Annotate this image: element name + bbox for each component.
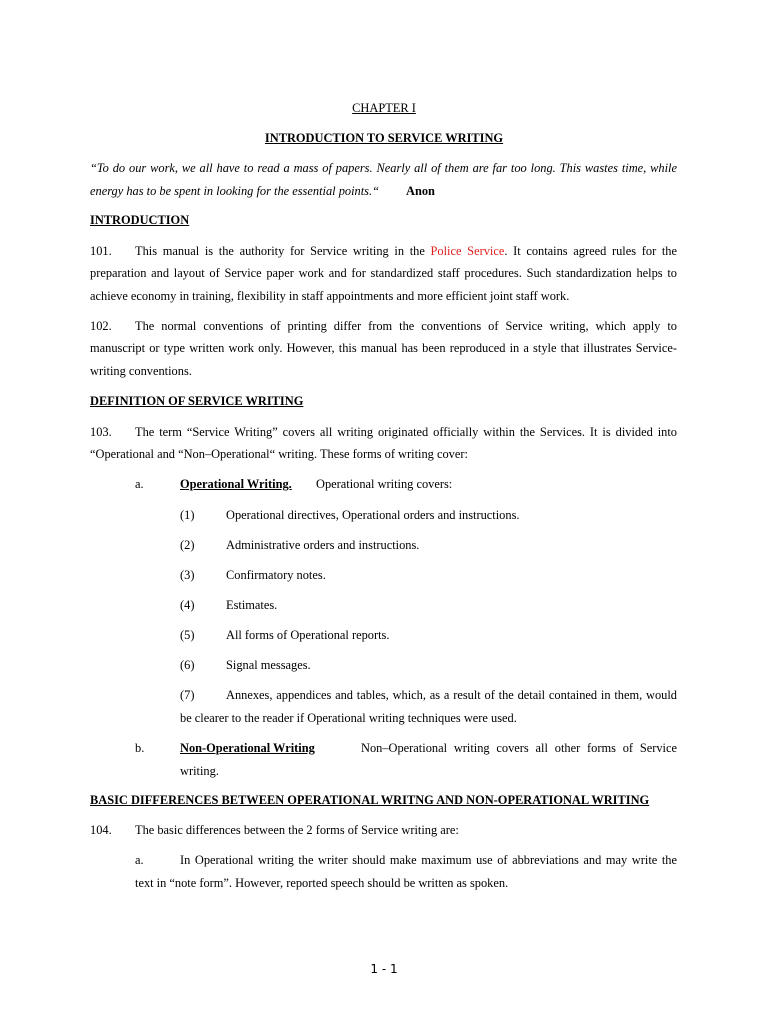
para-103-number: 103. — [90, 425, 112, 439]
para-102-number: 102. — [90, 319, 112, 333]
quote-author: Anon — [406, 184, 435, 198]
para-102-line-3: writing conventions. — [90, 364, 192, 378]
quote-line-2: energy has to be spent in looking for the essential points.“ — [90, 184, 379, 198]
list-item-number: (1) — [180, 508, 195, 522]
para-102-line-2: manuscript or type written work only. However, this manual has been reproduced in a style that illustrates Service- — [90, 341, 677, 355]
list-item: Operational directives, Operational orders and instructions. — [226, 508, 520, 522]
para-103-line-2: “Operational and “Non–Operational“ writing. These forms of writing cover: — [90, 447, 468, 461]
non-operational-writing-text: Non–Operational writing covers all other forms of Service — [361, 741, 677, 755]
para-101-line-2: preparation and layout of Service paper work and for standardized staff procedures. Such standardization helps to — [90, 266, 677, 280]
operational-writing-text: Operational writing covers: — [316, 477, 453, 491]
non-operational-writing-title: Non-Operational Writing — [180, 741, 315, 755]
para-104-number: 104. — [90, 823, 112, 837]
list-item: Estimates. — [226, 598, 278, 612]
para-104-a-line-2: text in “note form”. However, reported speech should be written as spoken. — [135, 876, 509, 890]
list-item: Confirmatory notes. — [226, 568, 326, 582]
non-operational-writing-text-2: writing. — [180, 764, 219, 778]
list-item-number: (7) — [180, 688, 195, 702]
para-104-a-line-1: In Operational writing the writer should make maximum use of abbreviations and may write the — [180, 853, 677, 867]
para-101-line-1: This manual is the authority for Service writing in the Police Service. It contains agreed rules for the — [135, 244, 677, 258]
list-item-continued: be clearer to the reader if Operational writing techniques were used. — [180, 711, 517, 725]
introduction-heading: INTRODUCTION — [90, 213, 190, 227]
list-item: All forms of Operational reports. — [226, 628, 390, 642]
list-item-number: (4) — [180, 598, 195, 612]
definition-heading: DEFINITION OF SERVICE WRITING — [90, 394, 304, 408]
page-number: 1 - 1 — [370, 962, 398, 976]
list-item-number: (2) — [180, 538, 195, 552]
chapter-label: CHAPTER I — [352, 101, 416, 115]
para-103-line-1: The term “Service Writing” covers all writing originated officially within the Services. It is divided into — [135, 425, 677, 439]
para-102-line-1: The normal conventions of printing differ from the conventions of Service writing, which apply to — [135, 319, 677, 333]
differences-heading: BASIC DIFFERENCES BETWEEN OPERATIONAL WRITNG AND NON-OPERATIONAL WRITING — [90, 793, 650, 807]
list-item: Administrative orders and instructions. — [226, 538, 420, 552]
list-item: Signal messages. — [226, 658, 311, 672]
list-item-number: (6) — [180, 658, 195, 672]
operational-writing-title: Operational Writing. — [180, 477, 292, 491]
para-104-text: The basic differences between the 2 forms of Service writing are: — [135, 823, 459, 837]
subpara-b-letter: b. — [135, 741, 145, 755]
subpara-a-letter: a. — [135, 477, 144, 491]
list-item-number: (5) — [180, 628, 195, 642]
police-service-highlight: Police Service — [430, 244, 505, 258]
para-101-number: 101. — [90, 244, 112, 258]
list-item: Annexes, appendices and tables, which, as a result of the detail contained in them, would — [226, 688, 677, 702]
para-101-line-3: achieve economy in training, flexibility in staff appointments and more efficient joint staff work. — [90, 289, 570, 303]
chapter-title: INTRODUCTION TO SERVICE WRITING — [264, 131, 504, 145]
quote-line-1: “To do our work, we all have to read a mass of papers. Nearly all of them are far too long. This wastes time, while — [90, 161, 677, 175]
para-104-a-letter: a. — [135, 853, 144, 867]
list-item-number: (3) — [180, 568, 195, 582]
